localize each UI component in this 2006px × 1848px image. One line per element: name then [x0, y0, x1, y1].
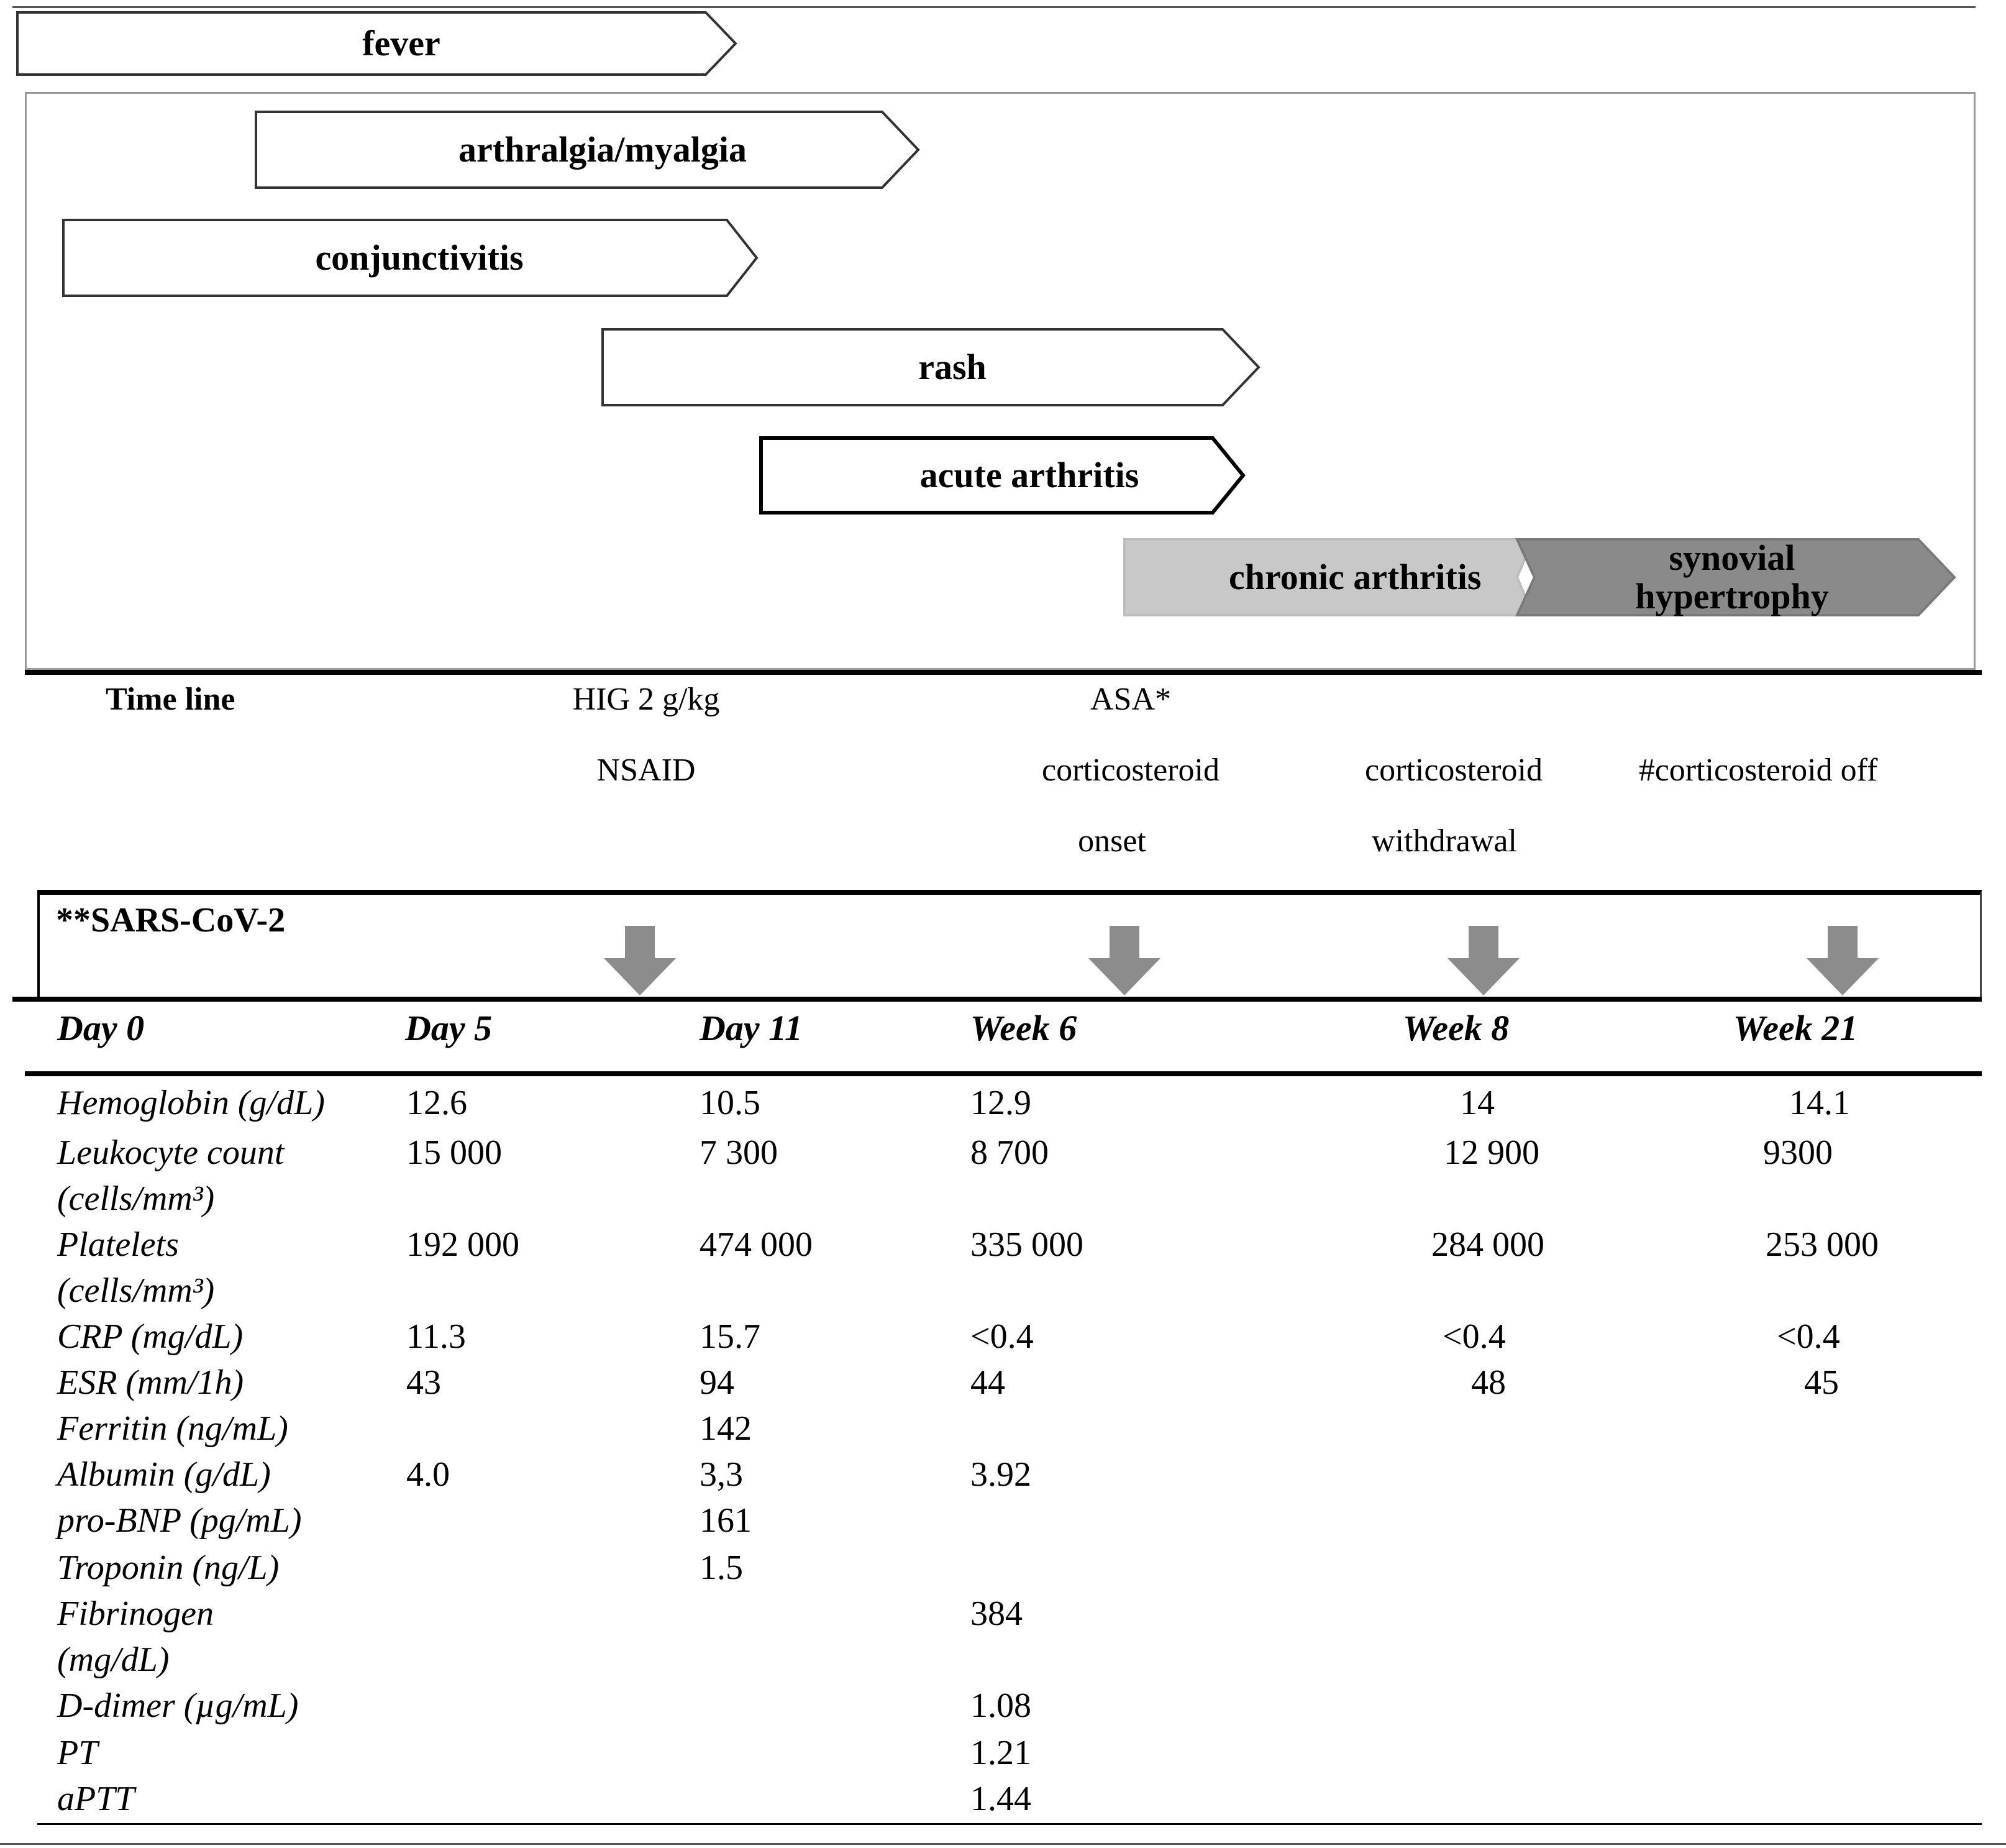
treatment-1-line2: NSAID — [596, 752, 696, 788]
row-label: Leukocyte count — [57, 1133, 285, 1172]
cell-value: <0.4 — [970, 1317, 1034, 1356]
cell-value: 44 — [970, 1363, 1005, 1402]
cell-value: 192 000 — [406, 1225, 519, 1264]
row-label-unit: (cells/mm³) — [57, 1271, 215, 1310]
sars-box — [37, 890, 1982, 999]
cell-value: 1.08 — [970, 1686, 1031, 1725]
row-label: D-dimer (µg/mL) — [57, 1686, 299, 1725]
treatment-3-line2: withdrawal — [1372, 823, 1517, 859]
header-day0: Day 0 — [57, 1008, 145, 1048]
row-label: ESR (mm/1h) — [57, 1363, 244, 1402]
acute-arthritis-bar — [759, 436, 1245, 515]
down-arrow-4 — [1807, 926, 1879, 999]
cell-value: 1.44 — [970, 1780, 1031, 1818]
header-day11: Day 11 — [700, 1008, 803, 1048]
row-label: pro-BNP (pg/mL) — [57, 1501, 302, 1540]
timeline-separator — [25, 670, 1982, 675]
table-bottom-rule — [37, 1823, 1982, 1825]
down-arrow-1 — [604, 926, 676, 999]
conjunctivitis-bar — [62, 219, 758, 297]
cell-value: 9300 — [1763, 1133, 1833, 1172]
conjunctivitis-label: conjunctivitis — [315, 237, 524, 278]
treatment-4-line1: #corticosteroid off — [1638, 752, 1878, 788]
rash-bar — [601, 328, 1260, 406]
cell-value: 11.3 — [406, 1317, 466, 1356]
cell-value: 284 000 — [1431, 1225, 1544, 1264]
header-week6: Week 6 — [970, 1008, 1077, 1048]
timeline-title: Time line — [106, 682, 235, 717]
cell-value: 253 000 — [1766, 1225, 1879, 1264]
row-label: Platelets — [57, 1225, 179, 1264]
fever-label: fever — [362, 23, 440, 63]
arthralgia-bar — [255, 111, 919, 189]
treatment-2-line2: corticosteroid — [1042, 752, 1220, 788]
row-label: CRP (mg/dL) — [57, 1317, 244, 1356]
cell-value: 12 900 — [1444, 1133, 1539, 1172]
cell-value: 384 — [970, 1594, 1023, 1633]
cell-value: 474 000 — [700, 1225, 813, 1264]
table-header-top-rule — [12, 997, 1982, 1002]
cell-value: 12.6 — [406, 1084, 467, 1122]
cell-value: 1.5 — [700, 1548, 743, 1587]
fever-bar — [16, 11, 737, 76]
synovial-label-line1: synovial — [1669, 537, 1795, 578]
header-week8: Week 8 — [1403, 1008, 1510, 1048]
row-label: Hemoglobin (g/dL) — [57, 1084, 325, 1122]
cell-value: 15 000 — [406, 1133, 502, 1172]
header-week21: Week 21 — [1733, 1008, 1858, 1048]
cell-value: 10.5 — [700, 1084, 760, 1122]
synovial-hypertrophy-label — [1589, 538, 1875, 616]
treatment-2-line3: onset — [1078, 823, 1146, 859]
cell-value: 43 — [406, 1363, 441, 1402]
treatment-2-line1: ASA* — [1090, 682, 1172, 717]
row-label-unit: (mg/dL) — [57, 1640, 170, 1679]
cell-value: 14 — [1460, 1084, 1495, 1122]
table-header-bottom-rule — [25, 1071, 1982, 1076]
down-arrow-3 — [1448, 926, 1520, 999]
cell-value: <0.4 — [1443, 1317, 1506, 1356]
cell-value: 3.92 — [970, 1455, 1031, 1494]
treatment-3-line1: corticosteroid — [1365, 752, 1543, 788]
row-label-unit: (cells/mm³) — [57, 1179, 215, 1218]
row-label: PT — [57, 1734, 98, 1772]
row-label: Albumin (g/dL) — [57, 1455, 271, 1494]
cell-value: 45 — [1804, 1363, 1839, 1402]
cell-value: <0.4 — [1777, 1317, 1840, 1356]
rash-label: rash — [918, 347, 987, 387]
cell-value: 1.21 — [970, 1734, 1031, 1772]
synovial-label-line2: hypertrophy — [1635, 576, 1829, 616]
treatment-1-line1: HIG 2 g/kg — [572, 682, 720, 717]
cell-value: 3,3 — [700, 1455, 743, 1494]
cell-value: 15.7 — [700, 1317, 760, 1356]
down-arrow-2 — [1088, 926, 1160, 999]
cell-value: 48 — [1471, 1363, 1506, 1402]
cell-value: 14.1 — [1789, 1084, 1850, 1122]
chronic-arthritis-bar — [1123, 538, 1956, 616]
row-label: Ferritin (ng/mL) — [57, 1409, 288, 1448]
sars-label: **SARS-CoV-2 — [56, 901, 286, 940]
chronic-arthritis-label: chronic arthritis — [1229, 557, 1482, 597]
cell-value: 4.0 — [406, 1455, 450, 1494]
cell-value: 94 — [700, 1363, 734, 1402]
row-label: aPTT — [57, 1780, 135, 1818]
arthralgia-label: arthralgia/myalgia — [458, 129, 747, 170]
cell-value: 7 300 — [700, 1133, 778, 1172]
cell-value: 335 000 — [970, 1225, 1083, 1264]
row-label: Troponin (ng/L) — [57, 1548, 280, 1587]
page-bottom-rule — [0, 1843, 2006, 1845]
row-label: Fibrinogen — [57, 1594, 214, 1633]
acute-arthritis-label: acute arthritis — [919, 455, 1139, 495]
cell-value: 142 — [700, 1409, 752, 1448]
cell-value: 161 — [700, 1501, 752, 1540]
cell-value: 8 700 — [970, 1133, 1049, 1172]
cell-value: 12.9 — [970, 1084, 1031, 1122]
top-rule — [12, 6, 1976, 8]
header-day5: Day 5 — [405, 1008, 493, 1048]
